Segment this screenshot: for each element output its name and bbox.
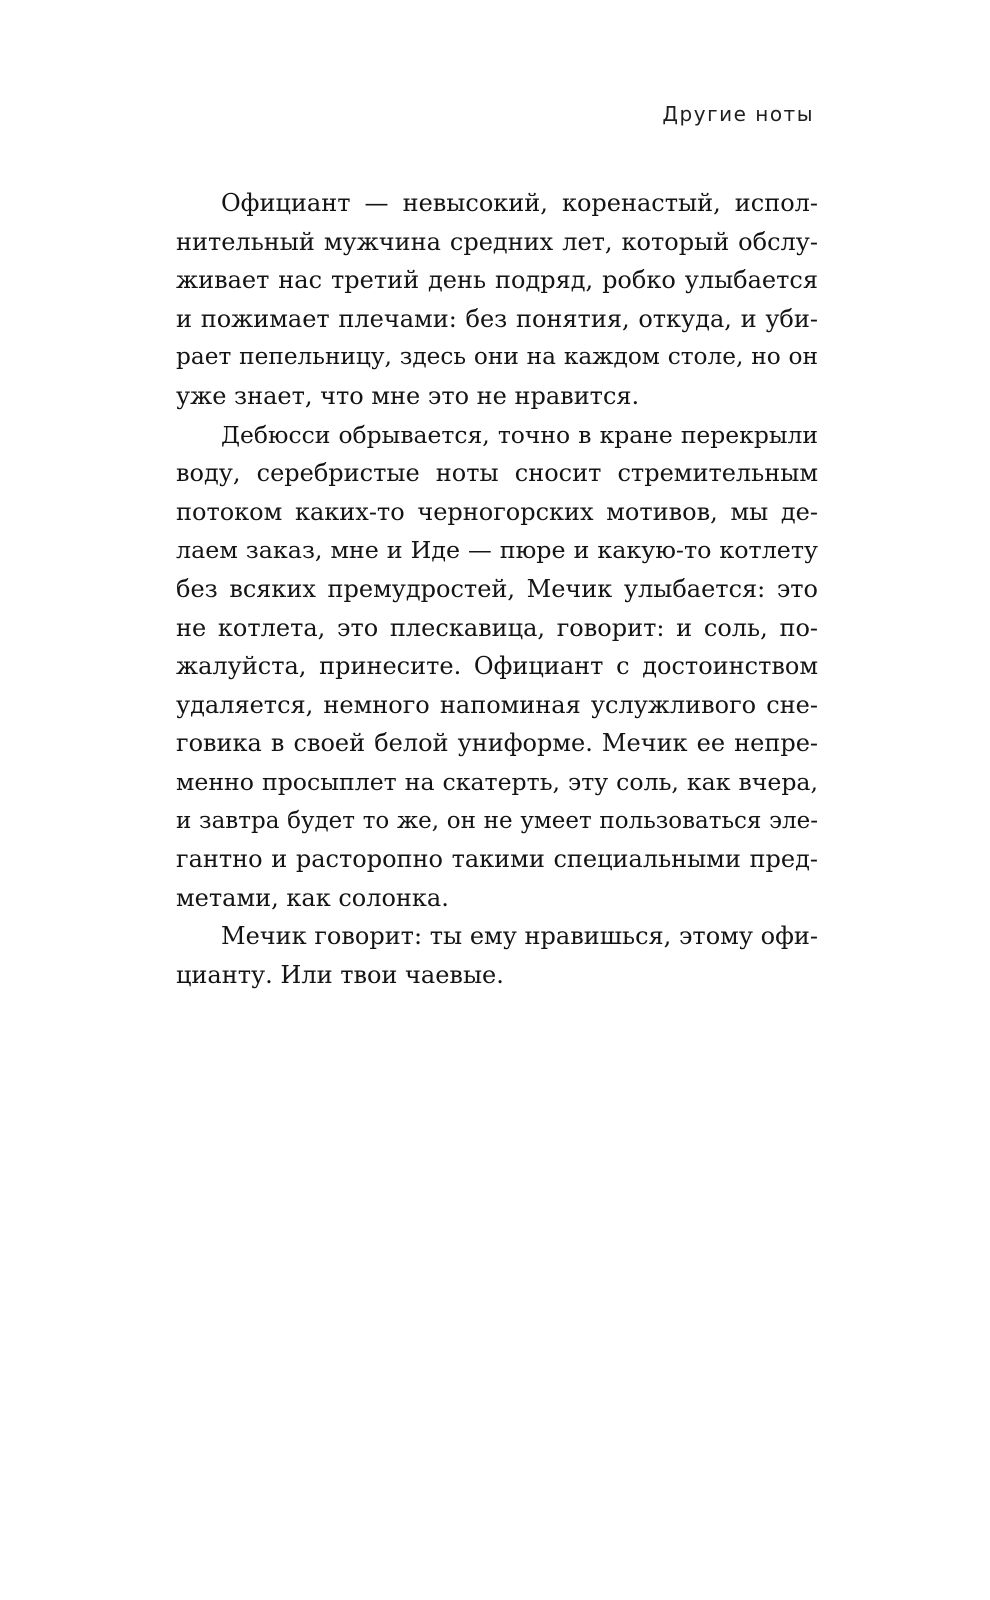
text-line: Дебюсси обрывается, точно в кране перекрыли xyxy=(221,420,818,449)
text-line: лаем заказ, мне и Иде — пюре и какую-то котлету xyxy=(176,536,818,565)
text-line: и пожимает плечами: без понятия, откуда, и уби- xyxy=(176,304,818,333)
text-line: не котлета, это плескавица, говорит: и соль, по- xyxy=(176,613,818,642)
text-line: без всяких премудростей, Мечик улыбается: это xyxy=(176,574,818,603)
running-header: Другие ноты xyxy=(662,102,814,126)
text-line: говика в своей белой униформе. Мечик ее непре- xyxy=(176,729,818,758)
body-text xyxy=(176,184,818,994)
text-line: Официант — невысокий, коренастый, испол- xyxy=(221,189,818,217)
text-line: уже знает, что мне это не нравится. xyxy=(176,381,640,410)
text-line: нительный мужчина средних лет, который обслу- xyxy=(176,227,818,256)
paragraph-2 xyxy=(176,416,818,918)
paragraph-1 xyxy=(176,184,818,416)
text-line: менно просыплет на скатерть, эту соль, как вчера, xyxy=(176,767,818,796)
text-line: цианту. Или твои чаевые. xyxy=(176,960,504,989)
text-line: рает пепельницу, здесь они на каждом столе, но он xyxy=(176,343,818,371)
text-line: живает нас третий день подряд, робко улыбается xyxy=(176,266,818,295)
text-line: и завтра будет то же, он не умеет пользоваться эле- xyxy=(176,807,818,834)
text-line: жалуйста, принесите. Официант с достоинством xyxy=(176,652,818,681)
text-line: Мечик говорит: ты ему нравишься, этому офи- xyxy=(221,922,818,951)
text-line: гантно и расторопно такими специальными пред- xyxy=(176,845,818,874)
text-line: потоком каких-то черногорских мотивов, мы де- xyxy=(176,497,818,526)
text-line: воду, серебристые ноты сносит стремительным xyxy=(176,459,818,488)
text-line: удаляется, немного напоминая услужливого сне- xyxy=(176,690,818,719)
text-line: метами, как солонка. xyxy=(176,883,449,912)
paragraph-3 xyxy=(176,917,818,994)
